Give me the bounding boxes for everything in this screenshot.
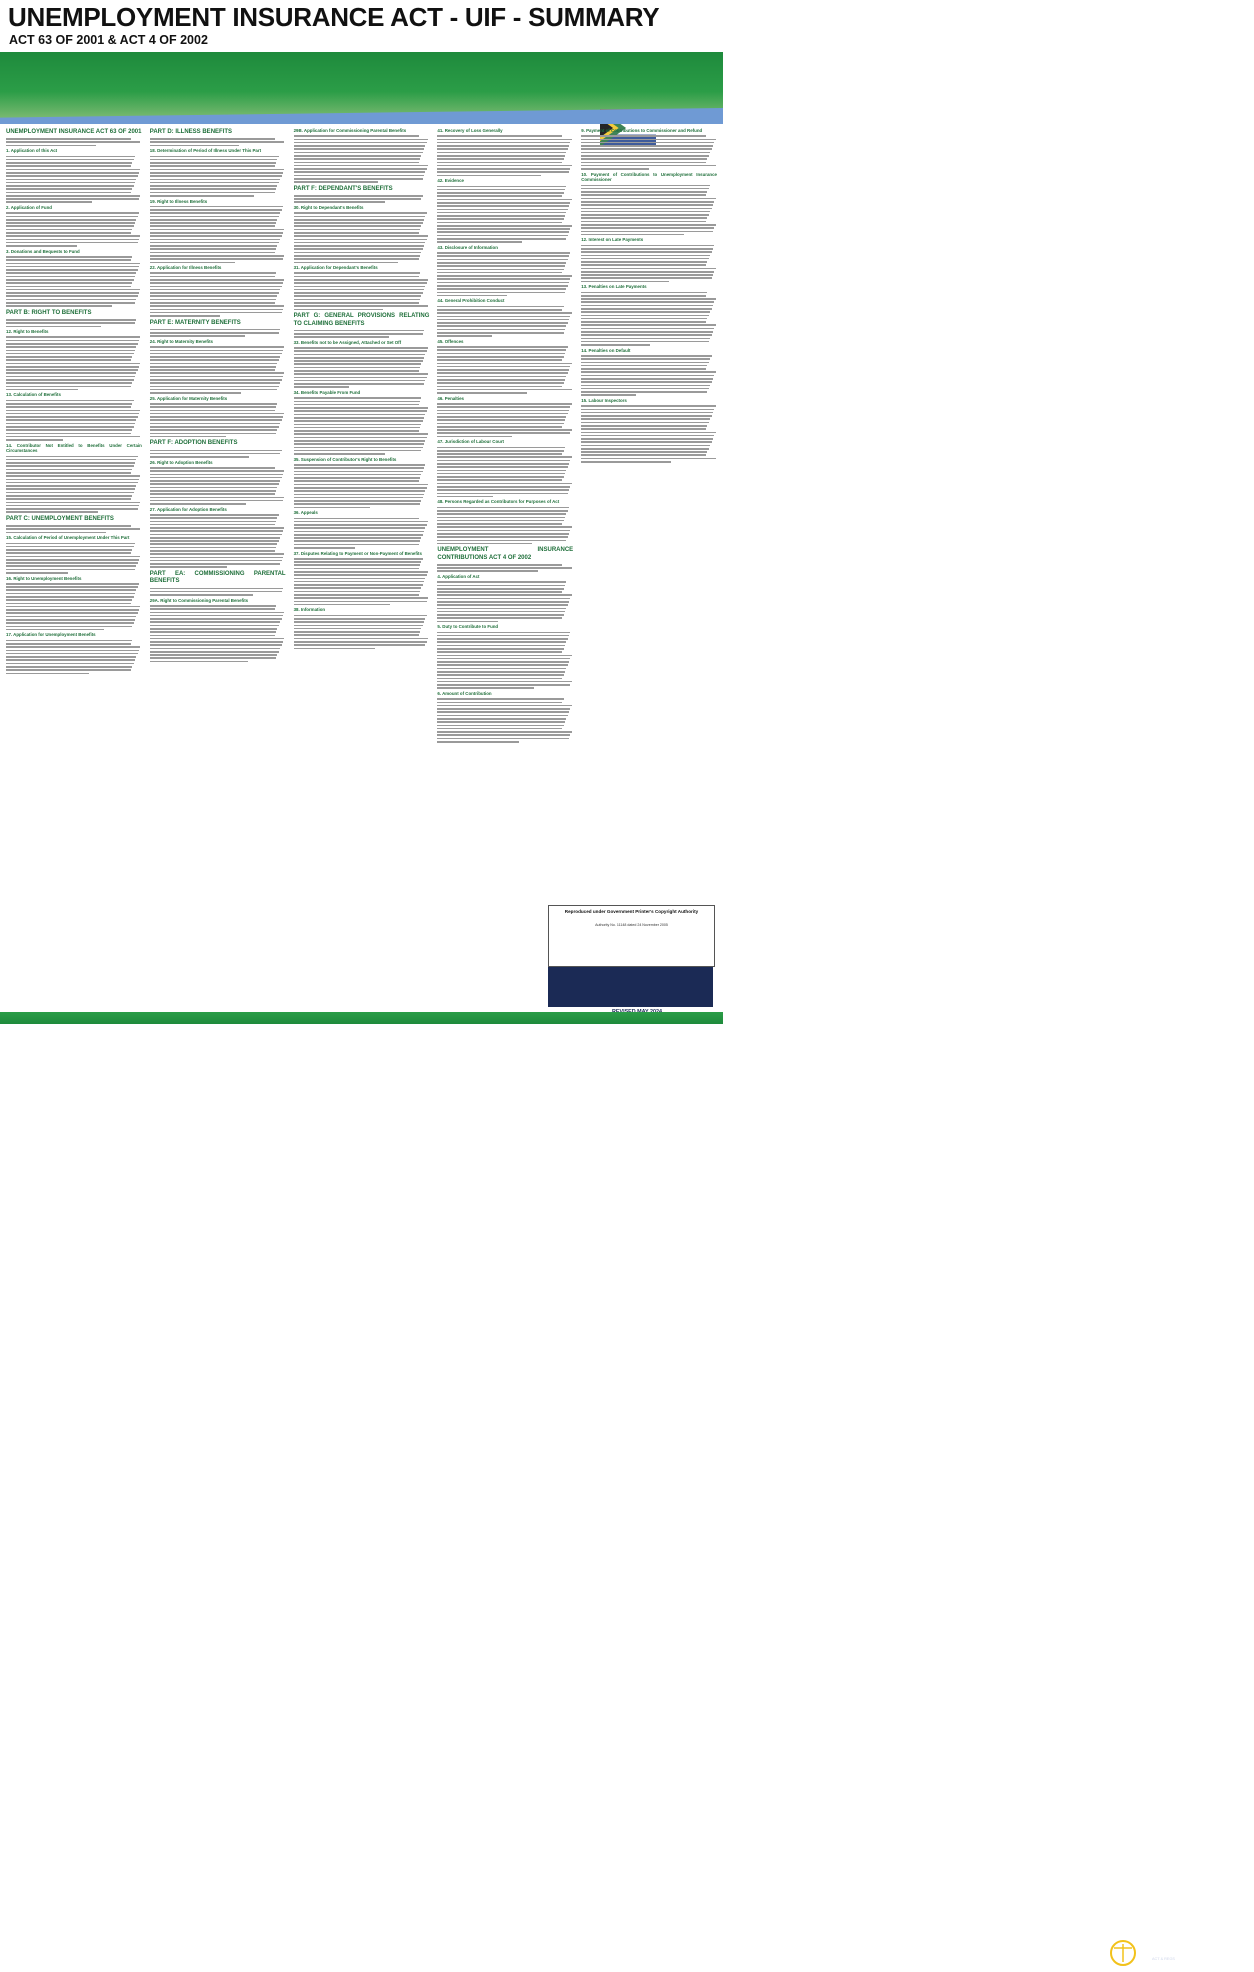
- page-subtitle: ACT 63 OF 2001 & ACT 4 OF 2002: [9, 33, 208, 47]
- section-heading: PART EA: COMMISSIONING PARENTAL BENEFITS: [149, 571, 286, 585]
- column-3: [294, 126, 430, 964]
- section-body: [294, 558, 430, 606]
- copyright-box: [548, 905, 715, 967]
- section-body: [437, 252, 573, 296]
- section-heading: 14. Penalties on Default: [581, 347, 631, 353]
- section-body: [437, 564, 573, 572]
- section-heading: UNEMPLOYMENT INSURANCE ACT 63 OF 2001: [6, 129, 142, 135]
- section-heading: PART F: ADOPTION BENEFITS: [149, 440, 238, 447]
- section-body: [294, 464, 430, 508]
- section-heading: 35. Suspension of Contributor's Right to Benefits: [293, 456, 397, 462]
- page-title: UNEMPLOYMENT INSURANCE ACT - UIF - SUMMARY: [8, 2, 660, 32]
- section-heading: PART E: MATERNITY BENEFITS: [149, 319, 241, 326]
- column-5: [581, 126, 717, 964]
- scales-logo-icon: [1104, 1939, 1142, 1967]
- section-heading: PART C: UNEMPLOYMENT BENEFITS: [6, 515, 114, 522]
- column-2: [150, 126, 286, 964]
- section-body: [437, 306, 573, 337]
- section-heading: 46. Penalties: [437, 395, 464, 401]
- section-heading: 2. Application of Fund: [6, 205, 52, 211]
- section-heading: 17. Application for Unemployment Benefits: [6, 632, 96, 638]
- section-heading: 10. Payment of Contributions to Unemployment Insurance Commissioner: [581, 171, 717, 183]
- section-heading: 43. Disclosure of Information: [437, 244, 498, 250]
- section-body: [581, 405, 717, 462]
- section-heading: 18. Determination of Period of Illness Under This Part: [149, 148, 262, 154]
- section-body: [150, 156, 286, 197]
- publisher-name: LAWAMB: [1152, 1945, 1196, 1955]
- section-body: [437, 507, 573, 545]
- section-body: [581, 185, 717, 236]
- section-heading: 26. Right to Adoption Benefits: [149, 459, 213, 465]
- section-body: [150, 403, 286, 437]
- section-heading: 1. Application of this Act: [6, 148, 58, 154]
- section-heading: 22. Application for Illness Benefits: [149, 265, 222, 271]
- section-heading: 38. Information: [293, 607, 326, 613]
- section-body: [6, 156, 142, 204]
- section-heading: 25. Application for Maternity Benefits: [149, 395, 228, 401]
- section-heading: 13. Penalties on Late Payments: [581, 284, 647, 290]
- section-body: [150, 467, 286, 505]
- publisher-logo: [1104, 1939, 1254, 1969]
- section-heading: 41. Recovery of Loss Generally: [437, 128, 503, 133]
- section-heading: 48. Persons Regarded as Contributors for Purposes of Act: [437, 499, 560, 505]
- section-heading: 24. Right to Maternity Benefits: [149, 338, 213, 344]
- section-body: [437, 403, 573, 437]
- copyright-text: Authority No. 11148 dated 24 November 2005: [595, 923, 668, 927]
- section-heading: PART G: GENERAL PROVISIONS RELATING TO CLAIMING BENEFITS: [293, 313, 430, 327]
- section-body: [150, 450, 286, 458]
- section-heading: 34. Benefits Payable From Fund: [293, 390, 361, 396]
- section-heading: 12. Interest on Late Payments: [581, 237, 644, 243]
- section-body: [294, 272, 430, 310]
- section-heading: 4. Application of Act: [437, 574, 480, 580]
- section-heading: 19. Right to Illness Benefits: [149, 198, 208, 204]
- section-body: [150, 514, 286, 568]
- section-heading: PART D: ILLNESS BENEFITS: [149, 129, 233, 135]
- section-body: [294, 518, 430, 549]
- section-body: [150, 588, 286, 596]
- section-heading: 37. Disputes Relating to Payment or Non-Payment of Benefits: [293, 550, 422, 556]
- section-heading: 30. Right to Dependant's Benefits: [293, 205, 364, 211]
- section-body: [6, 456, 142, 513]
- section-body: [437, 186, 573, 243]
- section-body: [6, 583, 142, 631]
- section-heading: 14. Contributor Not Entitled to Benefits Under Certain Circumstances: [6, 442, 142, 454]
- section-heading: 9. Payment of Contributions to Commissioner and Refund: [581, 128, 703, 133]
- section-body: [294, 135, 430, 183]
- section-heading: 13. Calculation of Benefits: [6, 392, 61, 398]
- section-heading: UNEMPLOYMENT INSURANCE CONTRIBUTIONS ACT 4 OF 2002: [437, 547, 574, 561]
- section-body: [294, 615, 430, 649]
- section-heading: 44. General Prohibition Conduct: [437, 298, 505, 304]
- section-body: [294, 347, 430, 388]
- section-body: [437, 135, 573, 176]
- section-heading: 29B. Application for Commissioning Parental Benefits: [293, 128, 407, 133]
- section-body: [437, 581, 573, 622]
- section-body: [294, 397, 430, 454]
- section-heading: 5. Duty to Contribute to Fund: [437, 624, 499, 630]
- section-heading: 47. Jurisdiction of Labour Court: [437, 439, 504, 445]
- column-1: [6, 126, 142, 964]
- section-heading: 31. Application for Dependant's Benefits: [293, 265, 378, 271]
- section-body: [437, 698, 573, 742]
- section-heading: 29A. Right to Commissioning Parental Benefits: [149, 597, 249, 603]
- section-heading: 15. Calculation of Period of Unemployment Under This Part: [6, 535, 130, 541]
- section-body: [6, 212, 142, 246]
- section-body: [150, 346, 286, 394]
- publisher-strip: [548, 967, 1196, 1961]
- section-body: [6, 336, 142, 390]
- section-body: [6, 256, 142, 307]
- section-heading: 6. Amount of Contribution: [437, 690, 492, 696]
- section-body: [150, 272, 286, 316]
- column-4: [437, 126, 573, 964]
- section-body: [437, 447, 573, 498]
- section-body: [437, 346, 573, 394]
- section-body: [150, 138, 286, 146]
- section-body: [6, 525, 142, 533]
- section-body: [294, 212, 430, 263]
- section-heading: 33. Benefits not to be Assigned, Attached or Set Off: [293, 339, 402, 345]
- section-body: [150, 329, 286, 337]
- section-heading: 45. Offences: [437, 338, 464, 344]
- section-body: [581, 135, 717, 169]
- copyright-title: Reproduced under Government Printer's Copyright Authority: [564, 909, 699, 914]
- content-columns: [6, 126, 717, 964]
- section-heading: 16. Right to Unemployment Benefits: [6, 575, 82, 581]
- section-heading: 27. Application for Adoption Benefits: [149, 506, 227, 512]
- section-body: [6, 640, 142, 674]
- section-body: [581, 292, 717, 346]
- section-body: [150, 206, 286, 263]
- section-body: [6, 543, 142, 574]
- section-body: [6, 400, 142, 441]
- section-body: [437, 632, 573, 689]
- section-body: [6, 319, 142, 327]
- section-body: [150, 605, 286, 662]
- section-heading: 42. Evidence: [437, 178, 464, 184]
- bottom-band: [0, 1012, 723, 1024]
- section-body: [6, 138, 142, 146]
- section-body: [294, 330, 430, 338]
- section-heading: 12. Right to Benefits: [6, 329, 49, 335]
- page-header: [0, 0, 723, 52]
- section-body: [581, 245, 717, 283]
- section-heading: 3. Donations and Bequests to Fund: [6, 248, 80, 254]
- section-body: [294, 195, 430, 203]
- section-heading: PART F: DEPENDANT'S BENEFITS: [293, 185, 393, 192]
- publisher-subtitle: ACT & REGS: [1152, 1957, 1175, 1961]
- section-heading: 15. Labour Inspectors: [581, 397, 627, 403]
- section-body: [581, 355, 717, 396]
- section-heading: PART B: RIGHT TO BENEFITS: [6, 309, 92, 316]
- section-heading: 36. Appeals: [293, 510, 318, 516]
